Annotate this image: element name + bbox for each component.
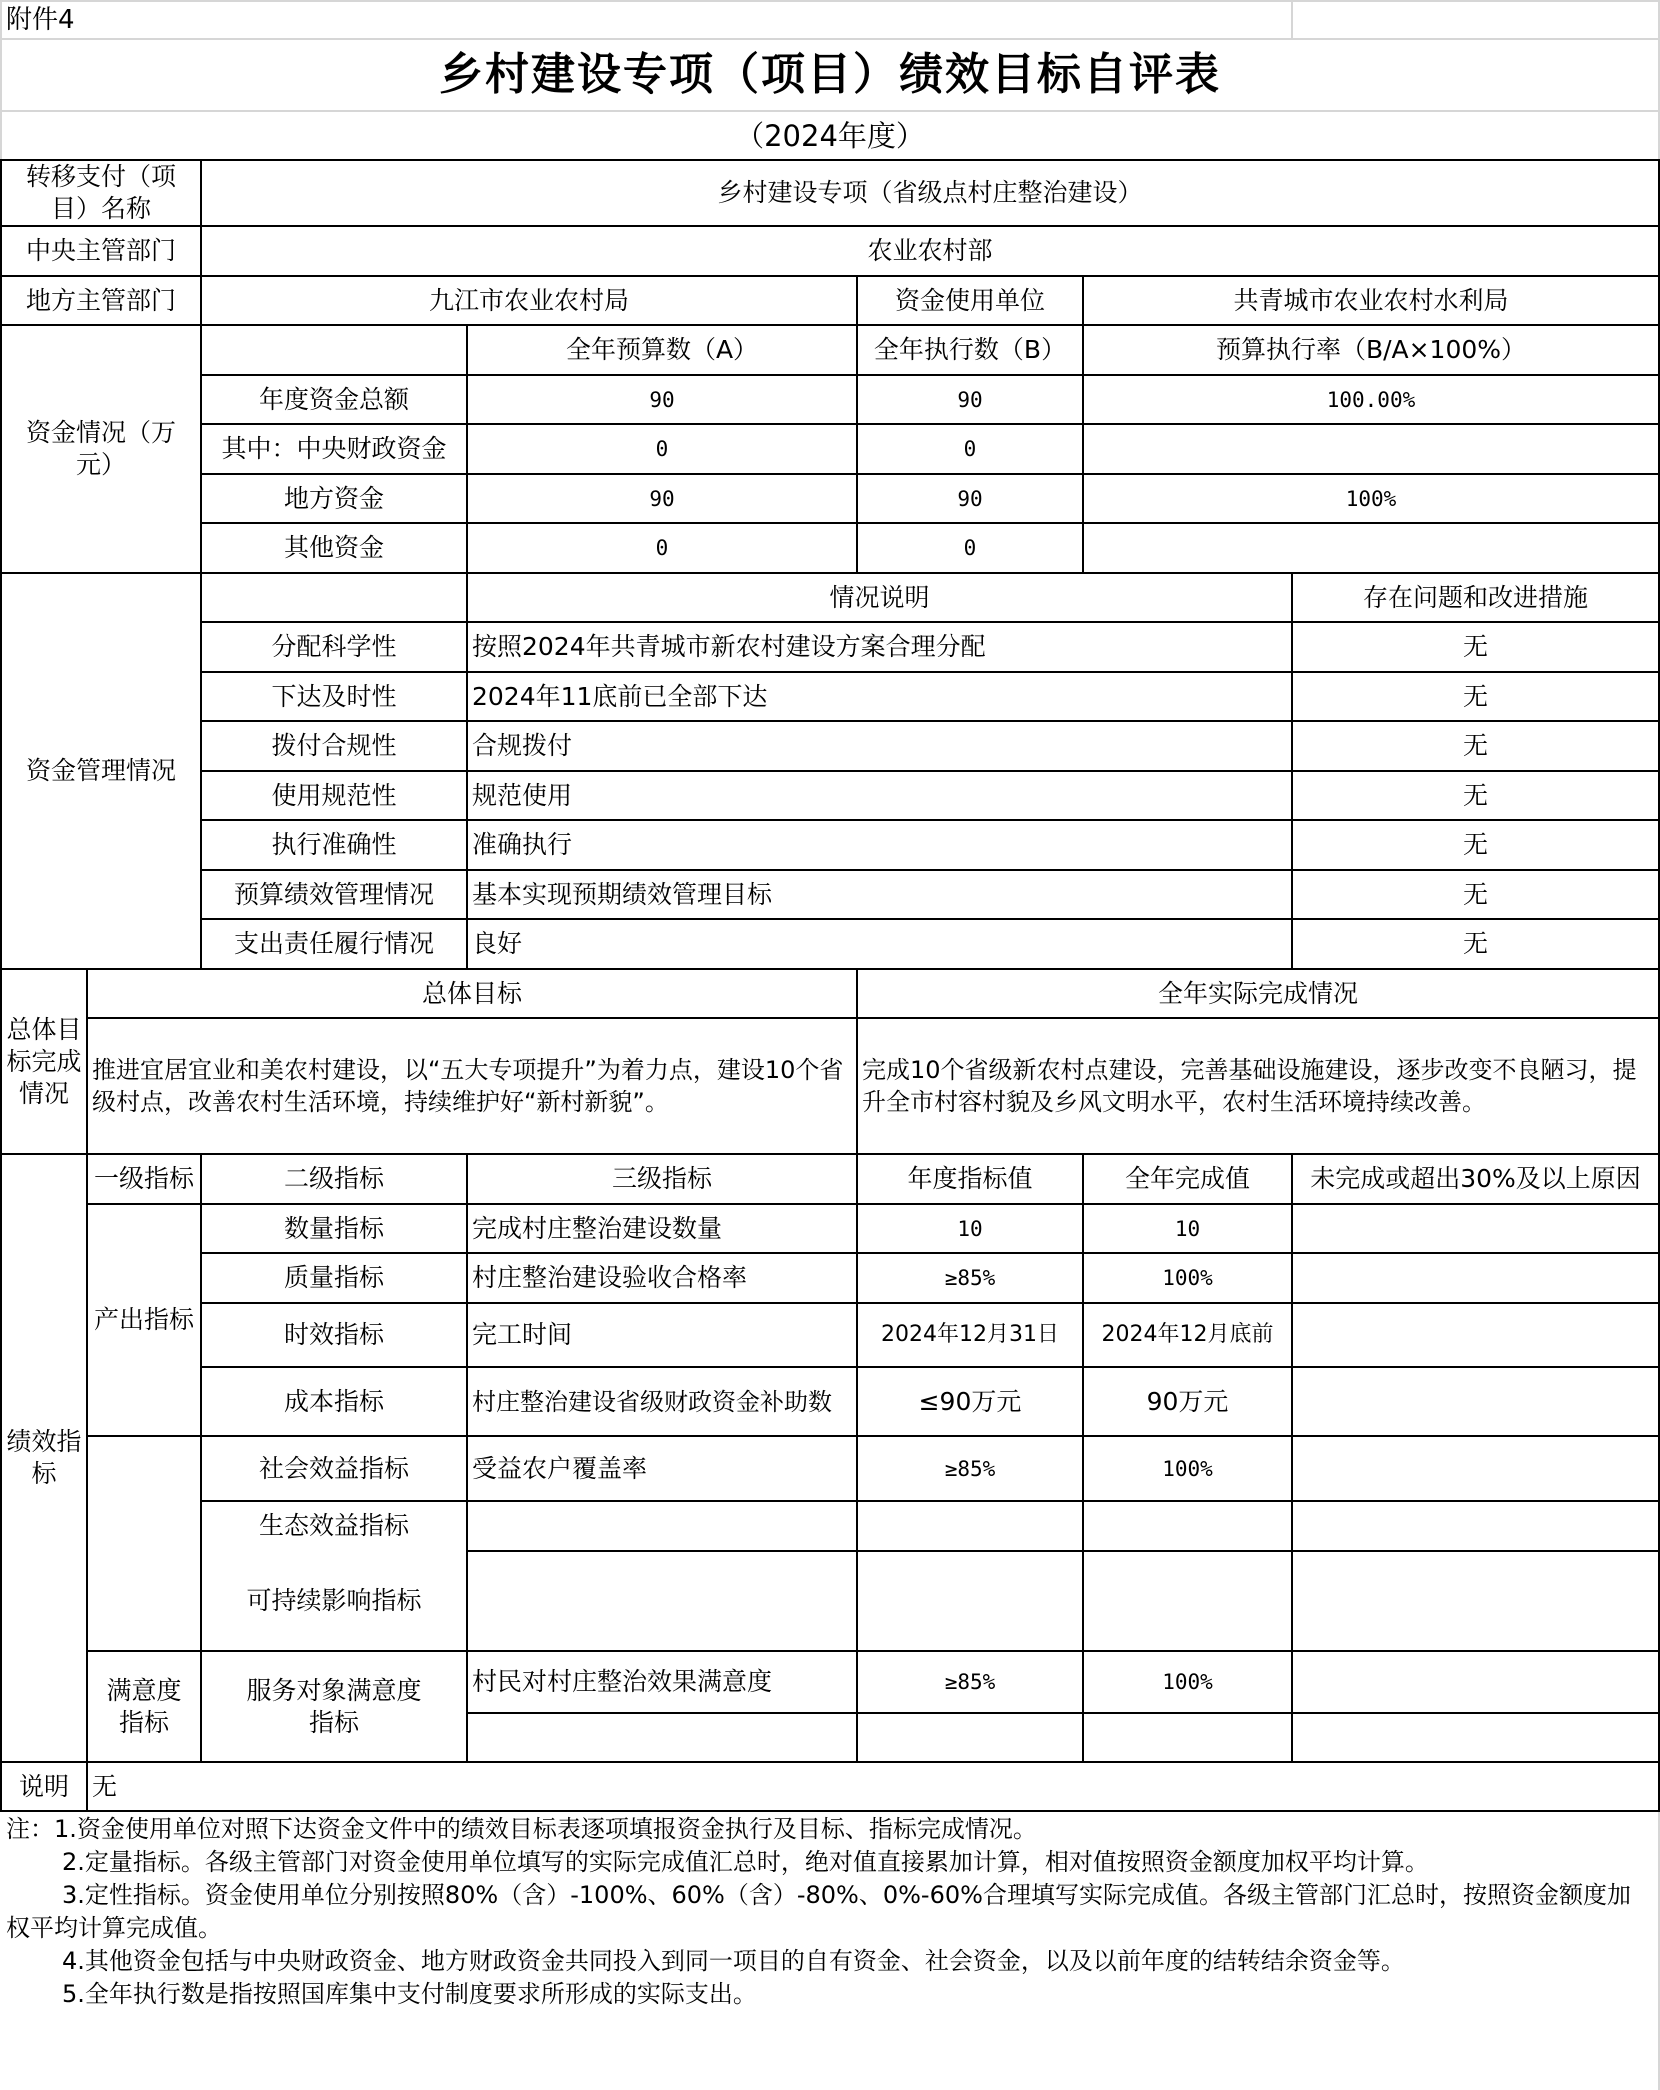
funds-row-label: 地方资金 [283,483,384,513]
perf-level2-service: 服务对象满意度指标 [246,1675,422,1737]
funds-row-exec: 90 [957,387,983,412]
mgmt-row-issue: 无 [1462,879,1488,909]
remark-text: 无 [92,1771,118,1801]
perf-row-level3: 村庄整治建设省级财政资金补助数 [472,1387,832,1416]
mgmt-row-desc: 2024年11底前已全部下达 [472,681,768,711]
footnote-5: 5.全年执行数是指按照国库集中支付制度要求所形成的实际支出。 [62,1980,757,2008]
mgmt-row-issue: 无 [1462,731,1488,760]
perf-header-level3: 三级指标 [611,1164,712,1193]
perf-row-target: ≤90万元 [918,1386,1022,1416]
funds-row-budget: 0 [655,437,669,461]
perf-header-level2: 二级指标 [283,1164,384,1193]
grid-line [1291,0,1293,38]
mgmt-row-issue: 无 [1462,632,1488,661]
mgmt-row-label: 分配科学性 [271,632,397,661]
perf-section-label: 绩效指标 [6,1427,82,1488]
local-dept: 九江市农业农村局 [428,285,629,315]
perf-row-level2: 质量指标 [283,1263,384,1292]
funds-row-budget: 90 [649,387,675,412]
mgmt-row-issue: 无 [1462,929,1488,958]
perf-row-level3: 完成村庄整治建设数量 [472,1213,723,1243]
central-dept: 农业农村部 [867,236,993,265]
funds-row-budget: 90 [649,486,675,511]
perf-level1-satisfaction: 满意度指标 [106,1675,182,1737]
funds-col-rate: 预算执行率（B/A×100%） [1215,335,1527,364]
goal-col-goal: 总体目标 [421,978,522,1008]
perf-row-level2: 时效指标 [283,1320,384,1349]
footnote-2: 2.定量指标。各级主管部门对资金使用单位填写的实际完成值汇总时，绝对值直接累加计算，相对值按照资金额度加权平均计算。 [62,1848,1429,1876]
funds-row-rate: 100% [1345,486,1397,511]
goal-section-label: 总体目标完成情况 [6,1014,82,1108]
perf-row-level3: 村庄整治建设验收合格率 [472,1263,748,1292]
user-unit-label: 资金使用单位 [894,285,1045,315]
goal-col-actual: 全年实际完成情况 [1157,978,1358,1008]
mgmt-row-label: 支出责任履行情况 [233,929,434,958]
perf-service-target: ≥85% [944,1670,996,1694]
mgmt-col-issue: 存在问题和改进措施 [1362,582,1588,612]
central-dept-label: 中央主管部门 [25,236,176,265]
mgmt-col-desc: 情况说明 [829,582,930,612]
perf-level1-output: 产出指标 [93,1305,194,1334]
perf-social-level3: 受益农户覆盖率 [472,1453,648,1483]
perf-service-actual: 100% [1162,1670,1213,1694]
perf-level2-social: 社会效益指标 [258,1453,409,1483]
funds-row-rate: 100.00% [1326,387,1416,412]
funds-row-exec: 0 [963,536,977,560]
local-dept-label: 地方主管部门 [25,285,176,315]
funds-row-label: 其中：中央财政资金 [221,434,447,463]
perf-header-level1: 一级指标 [93,1164,194,1193]
perf-row-actual: 2024年12月底前 [1101,1322,1274,1347]
funds-section-label: 资金情况（万元） [25,418,176,479]
mgmt-row-desc: 规范使用 [472,780,573,810]
attachment-label: 附件4 [6,5,75,35]
perf-row-target: 10 [957,1216,983,1241]
perf-level2-eco: 生态效益指标 [258,1511,409,1540]
perf-header-actual: 全年完成值 [1124,1164,1250,1193]
mgmt-row-label: 拨付合规性 [271,731,397,760]
mgmt-section-label: 资金管理情况 [25,756,176,785]
perf-level2-sustain: 可持续影响指标 [246,1586,422,1615]
perf-row-level3: 完工时间 [472,1320,573,1349]
mgmt-row-issue: 无 [1462,780,1488,810]
funds-row-exec: 0 [963,437,977,461]
perf-header-target: 年度指标值 [907,1164,1033,1193]
perf-row-actual: 100% [1162,1266,1213,1290]
user-unit: 共青城市农业农村水利局 [1233,285,1509,315]
funds-row-label: 其他资金 [283,533,384,562]
goal-actual-text: 完成10个省级新农村点建设，完善基础设施建设，逐步改变不良陋习，提升全市村容村貌及乡风文明水平，农村生活环境持续改善。 [862,1056,1637,1116]
perf-row-level2: 成本指标 [283,1386,384,1416]
funds-row-label: 年度资金总额 [258,384,409,414]
funds-row-rate [1084,524,1658,572]
perf-service-level3: 村民对村庄整治效果满意度 [472,1667,773,1696]
mgmt-row-label: 使用规范性 [271,780,397,810]
mgmt-row-desc: 合规拨付 [472,731,573,760]
footnote-1: 注：1.资金使用单位对照下达资金文件中的绩效目标表逐项填报资金执行及目标、指标完成情况。 [6,1815,1037,1843]
project-name: 乡村建设专项（省级点村庄整治建设） [717,178,1143,207]
page-title: 乡村建设专项（项目）绩效目标自评表 [439,49,1221,100]
perf-row-actual: 90万元 [1146,1386,1229,1416]
mgmt-row-label: 执行准确性 [271,830,397,859]
mgmt-row-issue: 无 [1462,830,1488,859]
perf-social-actual: 100% [1162,1456,1213,1481]
project-name-label: 转移支付（项目）名称 [25,162,176,223]
funds-row-rate [1084,425,1658,473]
funds-row-budget: 0 [655,536,669,560]
funds-col-budget: 全年预算数（A） [565,335,759,364]
mgmt-row-label: 预算绩效管理情况 [233,879,434,909]
perf-row-target: 2024年12月31日 [881,1322,1059,1347]
mgmt-row-desc: 按照2024年共青城市新农村建设方案合理分配 [472,632,986,661]
remark-label: 说明 [18,1771,69,1801]
footnote-4: 4.其他资金包括与中央财政资金、地方财政资金共同投入到同一项目的自有资金、社会资金，以及以前年度的结转结余资金等。 [62,1947,1405,1975]
mgmt-row-issue: 无 [1462,681,1488,711]
perf-row-target: ≥85% [944,1266,996,1290]
perf-header-reason: 未完成或超出30%及以上原因 [1310,1164,1641,1193]
mgmt-row-desc: 基本实现预期绩效管理目标 [472,879,773,909]
perf-row-actual: 10 [1174,1216,1201,1241]
report-year: （2024年度） [735,118,925,153]
mgmt-row-label: 下达及时性 [271,681,397,711]
footnote-3: 3.定性指标。资金使用单位分别按照80%（含）-100%、60%（含）-80%、0%-60%合理填写实际完成值。各级主管部门汇总时，按照资金额度加权平均计算完成值。 [6,1881,1631,1942]
perf-social-target: ≥85% [944,1456,996,1481]
perf-row-level2: 数量指标 [283,1213,384,1243]
funds-row-exec: 90 [957,486,983,511]
mgmt-row-desc: 良好 [472,929,523,958]
goal-text: 推进宜居宜业和美农村建设，以“五大专项提升”为着力点，建设10个省级村点，改善农村生活环境，持续维护好“新村新貌”。 [92,1056,844,1116]
mgmt-row-desc: 准确执行 [472,830,573,859]
funds-col-exec: 全年执行数（B） [873,335,1067,364]
